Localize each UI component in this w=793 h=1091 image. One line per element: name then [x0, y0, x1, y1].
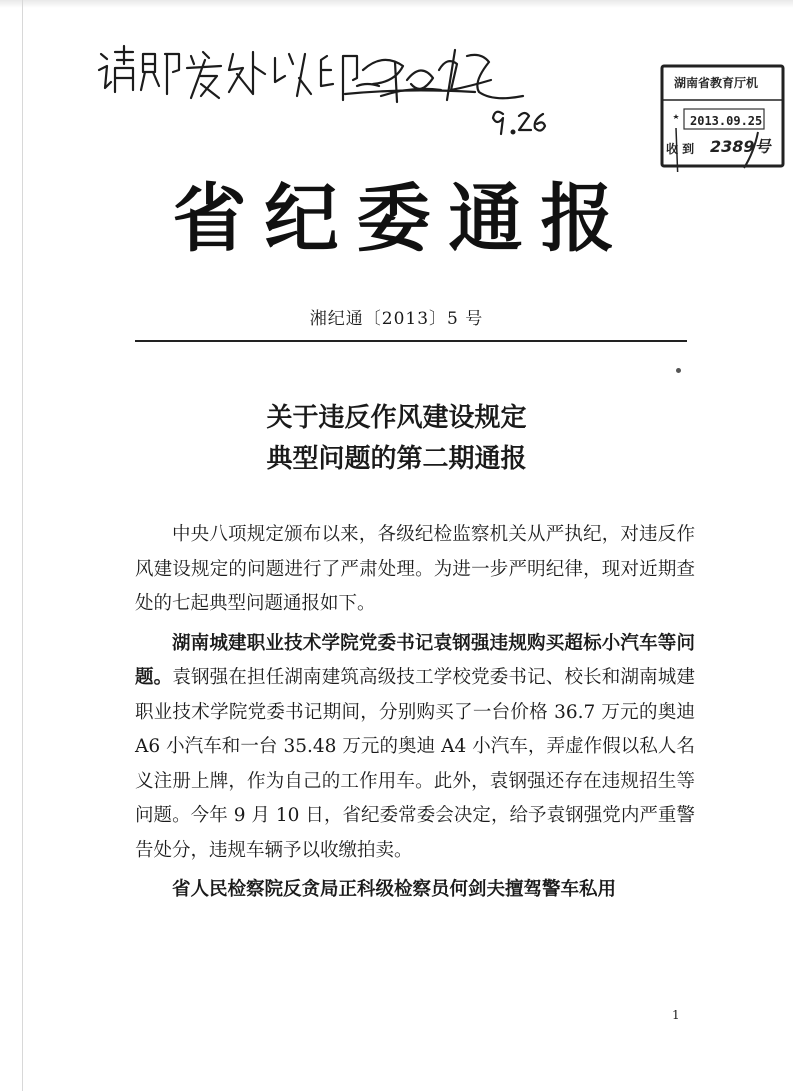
case-2-heading: 省人民检察院反贪局正科级检察员何剑夫擅驾警车私用 [172, 879, 617, 900]
document-title-line-2: 典型问题的第二期通报 [266, 444, 527, 474]
paragraph-case-1 [135, 627, 695, 869]
case-1-heading: 湖南城建职业技术学院党委书记袁钢强违规购买超标小汽车等问题。 [135, 632, 695, 688]
page-number: 1 [672, 1008, 680, 1022]
stamp-received-label: 收 到 [666, 142, 695, 156]
receipt-stamp [660, 62, 785, 172]
bulletin-header-title: 省纪委通报 [172, 176, 633, 262]
paragraph-case-2 [135, 873, 695, 908]
handwritten-annotation [95, 40, 615, 150]
scan-speck [676, 368, 681, 373]
scan-top-edge [0, 0, 793, 8]
stamp-organization: 湖南省教育厅机 [674, 76, 759, 90]
stamp-received-number: 2389号 [710, 137, 771, 156]
paragraph-intro: 中央八项规定颁布以来，各级纪检监察机关从严执纪，对违反作风建设规定的问题进行了严肃处理。为进一步严明纪律，现对近期查处的七起典型问题通报如下。 [135, 524, 695, 614]
document-title [0, 398, 793, 480]
stamp-date: 2013.09.25 [690, 114, 763, 128]
document-body [135, 518, 695, 913]
case-1-body: 袁钢强在担任湖南建筑高级技工学校党委书记、校长和湖南城建职业技术学院党委书记期间，分别购买了一台价格 36.7 万元的奥迪 A6 小汽车和一台 35.48 万元的奥迪 A4 小汽车，弄虚作假以私人名义注册上牌，作为自己的工作用车。此外，袁钢强还存在违规招生等问题。今年 9 月 10 日，省纪委常委会决定，给予袁钢强党内严重警告处分，违规车辆予以收缴拍卖。 [135, 667, 695, 861]
document-number: 湘纪通〔2013〕5 号 [309, 309, 484, 329]
document-title-line-1: 关于违反作风建设规定 [266, 403, 527, 433]
header-divider [135, 340, 687, 342]
